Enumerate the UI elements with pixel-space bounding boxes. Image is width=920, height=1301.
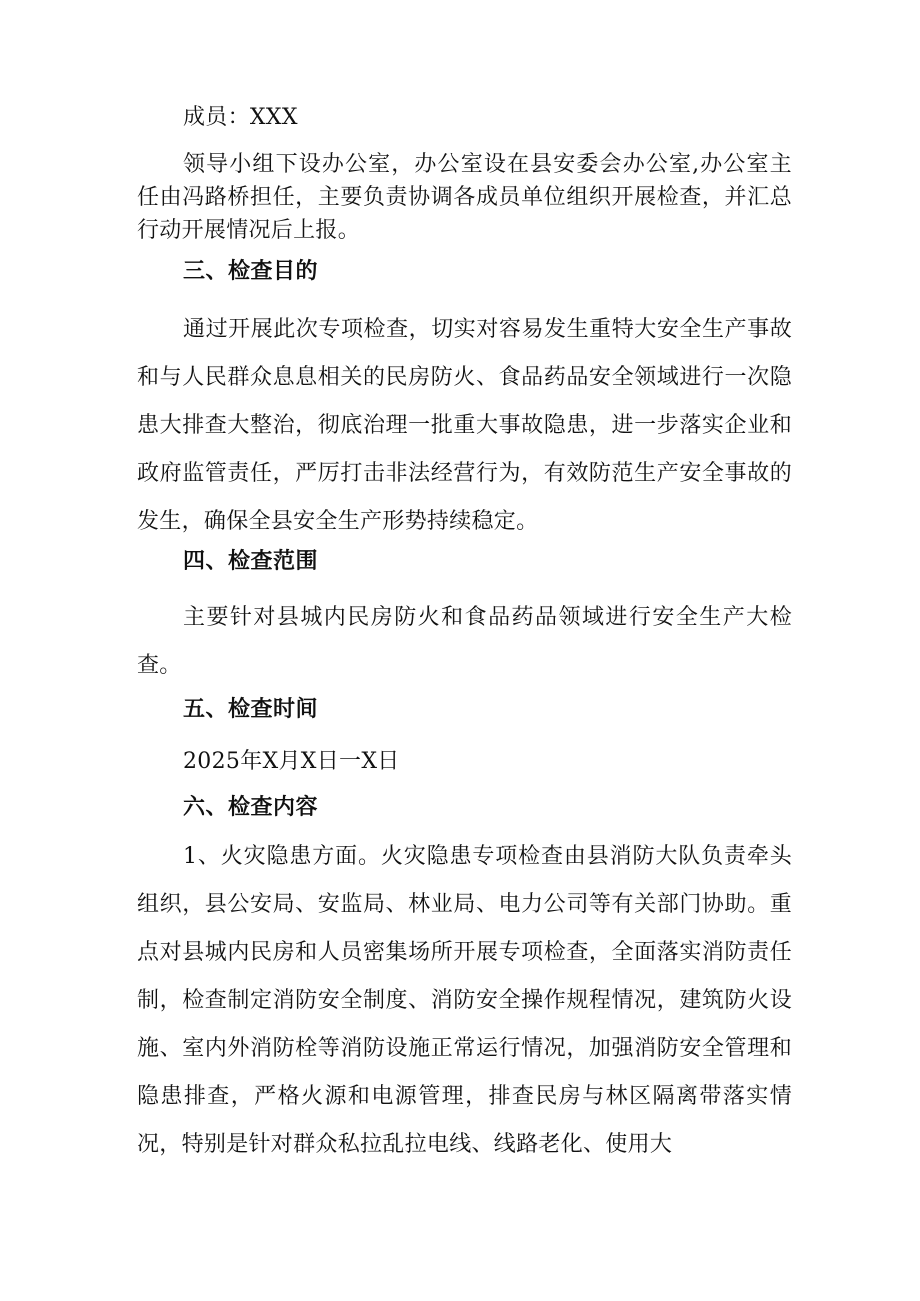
members-line: 成员：XXX <box>183 105 298 130</box>
section4-body: 主要针对县城内民房防火和食品药品领域进行安全生产大检查。 <box>137 605 792 678</box>
section3-body: 通过开展此次专项检查，切实对容易发生重特大安全生产事故和与人民群众息息相关的民房防火、食品药品安全领域进行一次隐患大排查大整治，彻底治理一批重大事故隐患，进一步落实企业和政府监管责任，严厉打击非法经营行为，有效防范生产安全事故的发生，确保全县安全生产形势持续稳定。 <box>137 317 792 534</box>
section3-heading: 三、检查目的 <box>183 258 319 284</box>
section5-heading: 五、检查时间 <box>183 696 319 722</box>
section6-body: 1、火灾隐患方面。火灾隐患专项检查由县消防大队负责牵头组织，县公安局、安监局、林业局、电力公司等有关部门协助。重点对县城内民房和人员密集场所开展专项检查，全面落实消防责任制，检查制定消防安全制度、消防安全操作规程情况，建筑防火设施、室内外消防栓等消防设施正常运行情况，加强消防安全管理和隐患排查，严格火源和电源管理，排查民房与林区隔离带落实情况，特别是针对群众私拉乱拉电线、线路老化、使用大 <box>137 844 792 1157</box>
section5-body: 2025年X月X日一X日 <box>183 749 400 774</box>
section6-heading: 六、检查内容 <box>183 794 319 820</box>
section4-heading: 四、检查范围 <box>183 548 319 574</box>
office-paragraph: 领导小组下设办公室，办公室设在县安委会办公室,办公室主任由冯路桥担任，主要负责协调各成员单位组织开展检查，并汇总行动开展情况后上报。 <box>137 152 792 243</box>
